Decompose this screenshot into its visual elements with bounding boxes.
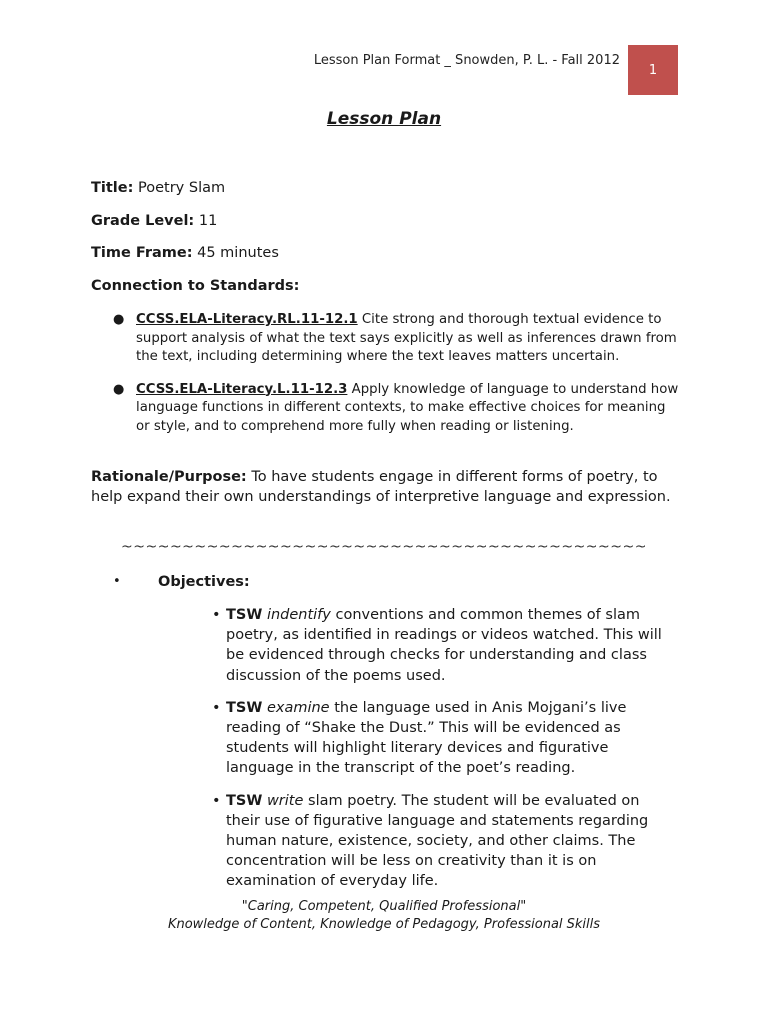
title-value: Poetry Slam bbox=[138, 180, 226, 196]
time-label: Time Frame: bbox=[91, 245, 193, 261]
bullet-icon: • bbox=[212, 699, 221, 716]
objective-item bbox=[212, 698, 672, 779]
rationale-label: Rationale/Purpose: bbox=[91, 469, 247, 485]
rationale-text: To have students engage in different forms of poetry, to help expand their own understandings of interpretive language and expression. bbox=[91, 469, 671, 505]
standard-code-link[interactable]: CCSS.ELA-Literacy.L.11-12.3 bbox=[136, 381, 348, 397]
objective-tsw: TSW bbox=[226, 792, 263, 809]
page-header: Lesson Plan Format _ Snowden, P. L. - Fall 2012 bbox=[313, 53, 620, 68]
grade-value: 11 bbox=[198, 213, 218, 229]
standard-text: Cite strong and thorough textual evidence to support analysis of what the text says explicitly as well as inferences drawn from the text, including determining where the text leaves matters uncertain. bbox=[136, 312, 677, 364]
objective-item bbox=[212, 605, 672, 686]
bullet-icon: • bbox=[113, 574, 121, 589]
title-label: Title: bbox=[91, 180, 134, 196]
standard-item bbox=[91, 381, 681, 437]
document-title: Lesson Plan bbox=[326, 109, 442, 129]
bullet-icon: • bbox=[212, 792, 221, 809]
objective-tsw: TSW bbox=[226, 607, 263, 623]
standards-label: Connection to Standards: bbox=[91, 278, 300, 294]
objective-tsw: TSW bbox=[226, 699, 263, 716]
objective-verb: indentify bbox=[266, 607, 331, 623]
standards-list bbox=[91, 311, 681, 436]
grade-label: Grade Level: bbox=[91, 213, 195, 229]
objectives-list bbox=[212, 605, 672, 892]
page-number-badge: 1 bbox=[628, 45, 678, 95]
time-field bbox=[91, 243, 279, 263]
bullet-icon: • bbox=[212, 607, 221, 623]
standard-code-link[interactable]: CCSS.ELA-Literacy.RL.11-12.1 bbox=[136, 312, 358, 327]
objectives-label: Objectives: bbox=[158, 574, 250, 590]
standard-text: Apply knowledge of language to understand how language functions in different contexts, to make effective choices for meaning or style, and to comprehend more fully when reading or listening. bbox=[136, 381, 679, 434]
objective-text: slam poetry. The student will be evaluated on their use of figurative language and statements regarding human nature, existence, society, and other claims. The concentration will be less on creativity than it is on examination of everyday life. bbox=[226, 792, 649, 890]
footer-motto: "Caring, Competent, Qualified Professional" bbox=[241, 899, 527, 914]
objective-item bbox=[212, 791, 672, 892]
objective-text: the language used in Anis Mojgani’s live reading of “Shake the Dust.” This will be evidenced as students will highlight literary devices and figurative language in the transcript of the poet’s reading. bbox=[226, 699, 627, 777]
standard-item bbox=[91, 311, 681, 367]
standards-heading bbox=[91, 276, 299, 296]
rationale-paragraph bbox=[91, 467, 681, 507]
grade-field bbox=[91, 211, 217, 231]
bullet-icon: ● bbox=[113, 381, 125, 397]
bullet-icon: ● bbox=[113, 312, 125, 327]
section-divider: ~~~~~~~~~~~~~~~~~~~~~~~~~~~~~~~~~~~~~~~~~~~ bbox=[121, 539, 647, 555]
time-value: 45 minutes bbox=[197, 245, 279, 261]
footer-skills: Knowledge of Content, Knowledge of Pedagogy, Professional Skills bbox=[167, 917, 601, 932]
title-field bbox=[91, 178, 225, 198]
page-footer bbox=[0, 898, 768, 934]
objective-verb: write bbox=[266, 792, 304, 809]
objective-text: conventions and common themes of slam poetry, as identified in readings or videos watched. This will be evidenced through checks for understanding and class discussion of the poems used. bbox=[226, 607, 662, 684]
objectives-heading bbox=[113, 572, 250, 592]
objective-verb: examine bbox=[266, 699, 330, 716]
